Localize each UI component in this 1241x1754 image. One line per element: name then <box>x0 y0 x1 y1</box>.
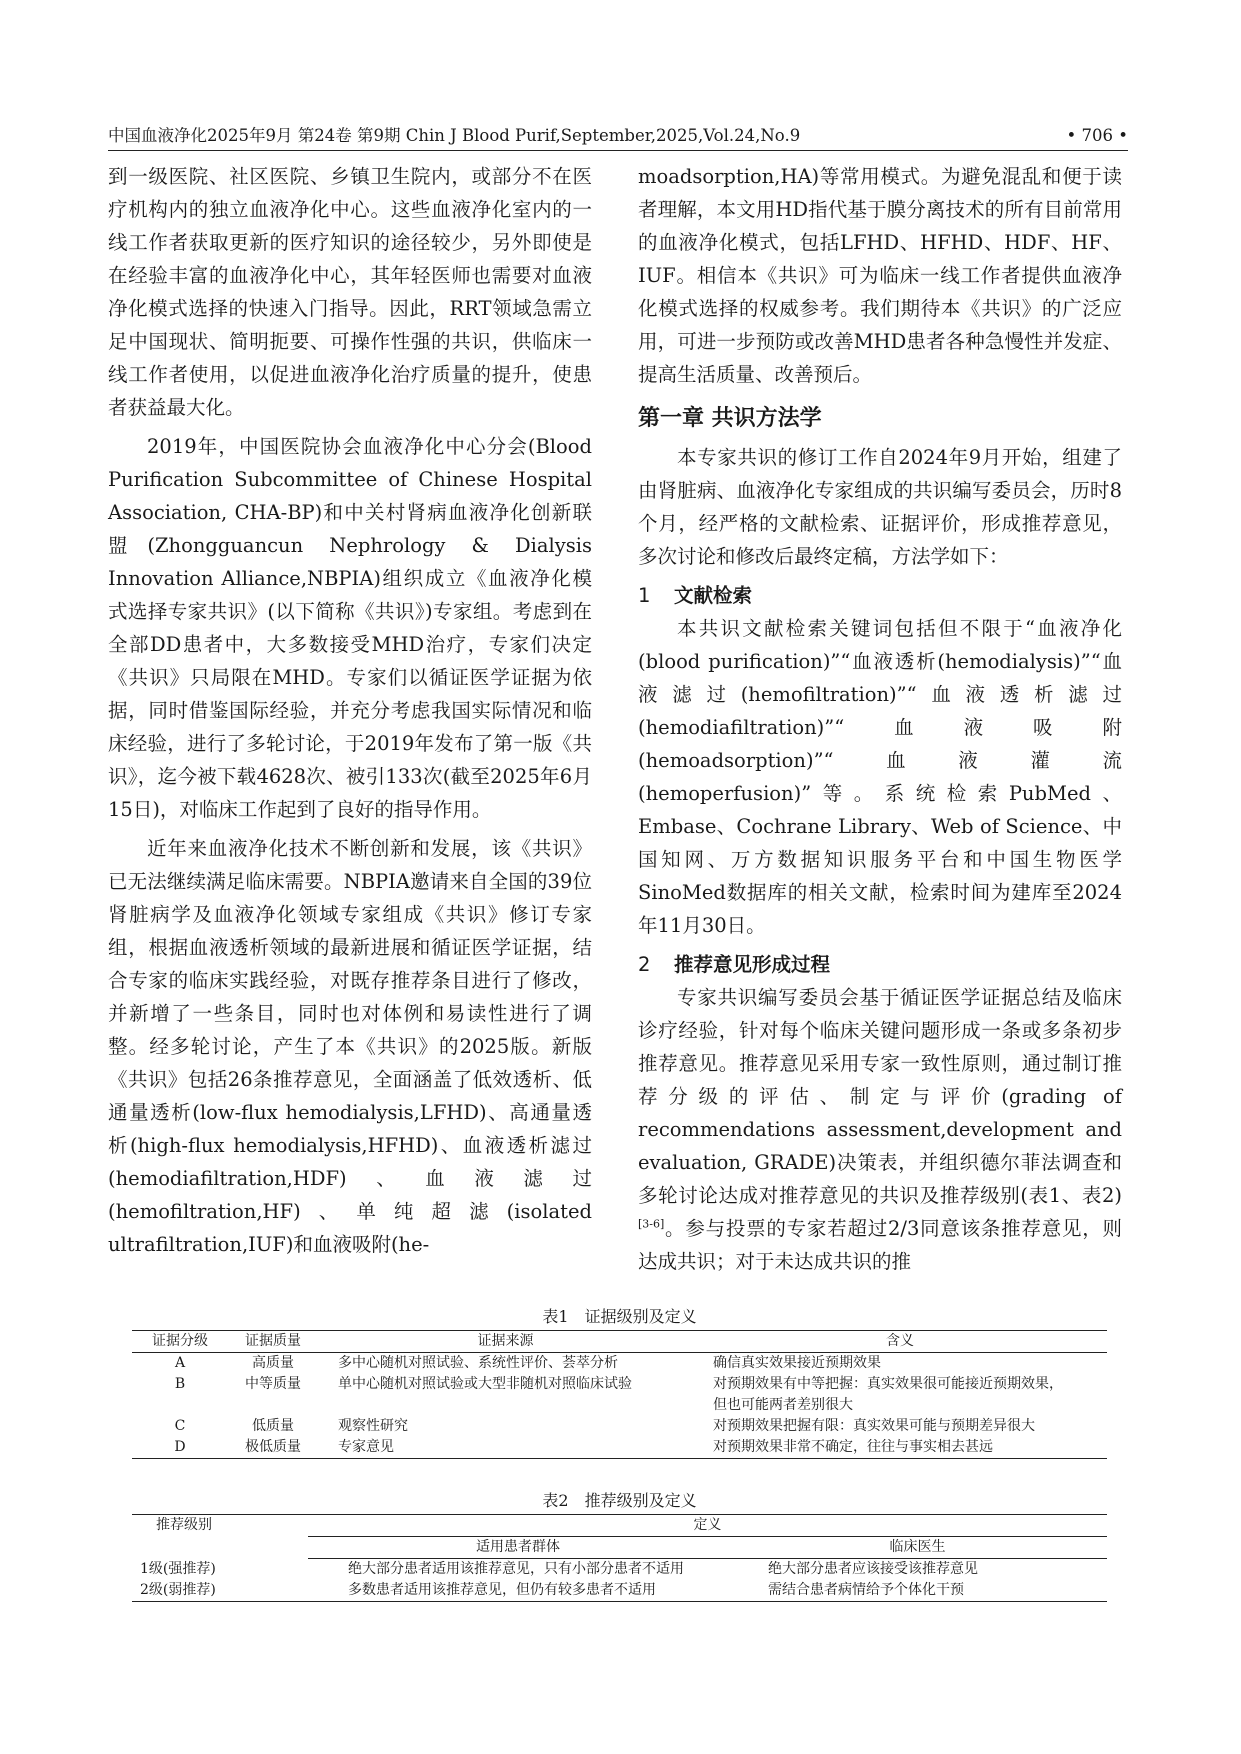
paragraph-text: 专家共识编写委员会基于循证医学证据总结及临床诊疗经验，针对每个临床关键问题形成一条或多条初步推荐意见。推荐意见采用专家一致性原则，通过制订推荐分级的评估、制定与评价(grading of recommendations assessment,development and evaluation, GRADE)决策表，并组织德尔菲法调查和多轮讨论达成对推荐意见的共识及推荐级别(表1、表2) <box>638 986 1122 1207</box>
paragraph: 本专家共识的修订工作自2024年9月开始，组建了由肾脏病、血液净化专家组成的共识编写委员会，历时8个月，经严格的文献检索、证据评价，形成推荐意见，多次讨论和修改后最终定稿，方法学如下： <box>638 446 1122 568</box>
table-header-cell: 证据来源 <box>318 1331 693 1353</box>
table1-block <box>132 1306 1107 1459</box>
right-column <box>638 160 1122 1284</box>
chapter-heading: 第一章 共识方法学 <box>638 406 822 431</box>
paragraph: 到一级医院、社区医院、乡镇卫生院内，或部分不在医疗机构内的独立血液净化中心。这些血液净化室内的一线工作者获取更新的医疗知识的途径较少，另外即使是在经验丰富的血液净化中心，其年轻医师也需要对血液净化模式选择的快速入门指导。因此，RRT领域急需立足中国现状、简明扼要、可操作性强的共识，供临床一线工作者使用，以促进血液净化治疗质量的提升，使患者获益最大化。 <box>108 165 592 419</box>
journal-citation: 中国血液净化2025年9月 第24卷 第9期 Chin J Blood Purif,September,2025,Vol.24,No.9 <box>108 126 801 145</box>
table-header-cell: 证据分级 <box>132 1331 228 1353</box>
section-heading <box>638 948 1122 981</box>
recommendation-level-table <box>132 1514 1107 1602</box>
table-cell: 单中心随机对照试验或大型非随机对照临床试验 <box>338 1376 632 1392</box>
section-title: 文献检索 <box>674 584 753 607</box>
paragraph <box>638 981 1122 1278</box>
table-cell: C <box>174 1418 186 1434</box>
table-header-cell: 含义 <box>693 1331 1107 1353</box>
table-cell: 高质量 <box>252 1355 294 1371</box>
paragraph: 近年来血液净化技术不断创新和发展，该《共识》已无法继续满足临床需要。NBPIA邀请来自全国的39位肾脏病学及血液净化领域专家组成《共识》修订专家组，根据血液透析领域的最新进展和循证医学证据，结合专家的临床实践经验，对既存推荐条目进行了修改，并新增了一些条目，同时也对体例和易读性进行了调整。经多轮讨论，产生了本《共识》的2025版。新版《共识》包括26条推荐意见，全面涵盖了低效透析、低通量透析(low-flux hemodialysis,LFHD)、高通量透析(high-flux hemodialysis,HFHD)、血液透析滤过(hemodiafiltration,HDF)、血液滤过(hemofiltration,HF)、单纯超滤(isolated ultrafiltration,IUF)和血液吸附(he- <box>108 837 592 1256</box>
paragraph-text: 。参与投票的专家若超过2/3同意该条推荐意见，则达成共识；对于未达成共识的推 <box>638 1217 1122 1273</box>
page-number: • 706 • <box>1066 126 1128 145</box>
table-row <box>132 1374 1107 1416</box>
table-cell: 专家意见 <box>338 1439 394 1455</box>
table-row <box>132 1580 1107 1602</box>
table-cell: 确信真实效果接近预期效果 <box>713 1355 881 1371</box>
table-cell: 对预期效果非常不确定，往往与事实相去甚远 <box>713 1439 993 1455</box>
table-cell: D <box>174 1439 186 1455</box>
table-cell: A <box>174 1355 186 1371</box>
paragraph: moadsorption,HA)等常用模式。为避免混乱和便于读者理解，本文用HD指代基于膜分离技术的所有目前常用的血液净化模式，包括LFHD、HFHD、HDF、HF、IUF。相信本《共识》可为临床一线工作者提供血液净化模式选择的权威参考。我们期待本《共识》的广泛应用，可进一步预防或改善MHD患者各种急慢性并发症、提高生活质量、改善预后。 <box>638 165 1122 386</box>
table-row <box>132 1437 1107 1459</box>
table-cell: 1级(强推荐) <box>140 1560 216 1577</box>
table2-title: 表2 推荐级别及定义 <box>542 1491 697 1510</box>
table1-title: 表1 证据级别及定义 <box>542 1307 697 1326</box>
table-cell: 极低质量 <box>245 1439 301 1455</box>
table-cell: 对预期效果把握有限：真实效果可能与预期差异很大 <box>713 1418 1035 1434</box>
table-header-cell: 定义 <box>693 1517 722 1533</box>
citation-ref[interactable]: [3-6] <box>638 1217 665 1231</box>
table-header-cell: 临床医生 <box>728 1537 1107 1559</box>
section-heading <box>638 579 1122 612</box>
table-cell: 绝大部分患者应该接受该推荐意见 <box>768 1561 978 1577</box>
paragraph: 本共识文献检索关键词包括但不限于“血液净化(blood purification)”“血液透析(hemodialysis)”“血液滤过(hemofiltration)”“血液透析滤过(hemodiafiltration)”“血液吸附(hemoadsorption)”“血液灌流(hemoperfusion)”等。系统检索PubMed、Embase、Cochrane Library、Web of Science、中国知网、万方数据知识服务平台和中国生物医学SinoMed数据库的相关文献，检索时间为建库至2024年11月30日。 <box>638 617 1122 937</box>
table-cell: 低质量 <box>252 1418 294 1434</box>
table-header-cell: 证据质量 <box>228 1331 318 1353</box>
table-cell: 观察性研究 <box>338 1418 408 1434</box>
table-cell: B <box>174 1376 186 1392</box>
left-column <box>108 160 592 1267</box>
table-header-row <box>132 1331 1107 1353</box>
table-header-cell: 推荐级别 <box>156 1517 212 1533</box>
table-row <box>132 1416 1107 1437</box>
table2-block <box>132 1490 1107 1602</box>
table-header-row <box>132 1515 1107 1537</box>
section-title: 推荐意见形成过程 <box>674 953 831 976</box>
evidence-level-table <box>132 1330 1107 1459</box>
table-cell: 对预期效果有中等把握：真实效果很可能接近预期效果，但也可能两者差别很大 <box>713 1376 1063 1413</box>
table-cell: 多数患者适用该推荐意见，但仍有较多患者不适用 <box>348 1582 656 1598</box>
table-cell: 需结合患者病情给予个体化干预 <box>768 1582 964 1598</box>
table-cell: 多中心随机对照试验、系统性评价、荟萃分析 <box>338 1355 618 1371</box>
section-number: 1 <box>638 584 651 607</box>
table-row <box>132 1559 1107 1581</box>
running-header <box>108 124 1128 151</box>
paragraph: 2019年，中国医院协会血液净化中心分会(Blood Purification Subcommittee of Chinese Hospital Association, CHA-BP)和中关村肾病血液净化创新联盟(Zhongguancun Nephrology & Dialysis Innovation Alliance,NBPIA)组织成立《血液净化模式选择专家共识》(以下简称《共识》)专家组。考虑到在全部DD患者中，大多数接受MHD治疗，专家们决定《共识》只局限在MHD。专家们以循证医学证据为依据，同时借鉴国际经验，并充分考虑我国实际情况和临床经验，进行了多轮讨论，于2019年发布了第一版《共识》，迄今被下载4628次、被引133次(截至2025年6月15日)，对临床工作起到了良好的指导作用。 <box>108 435 592 821</box>
table-cell: 2级(弱推荐) <box>140 1582 216 1598</box>
table-header-cell: 适用患者群体 <box>308 1537 728 1559</box>
section-number: 2 <box>638 953 651 976</box>
table-row <box>132 1353 1107 1375</box>
table-cell: 中等质量 <box>245 1376 301 1392</box>
table-cell: 绝大部分患者适用该推荐意见，只有小部分患者不适用 <box>348 1561 684 1577</box>
